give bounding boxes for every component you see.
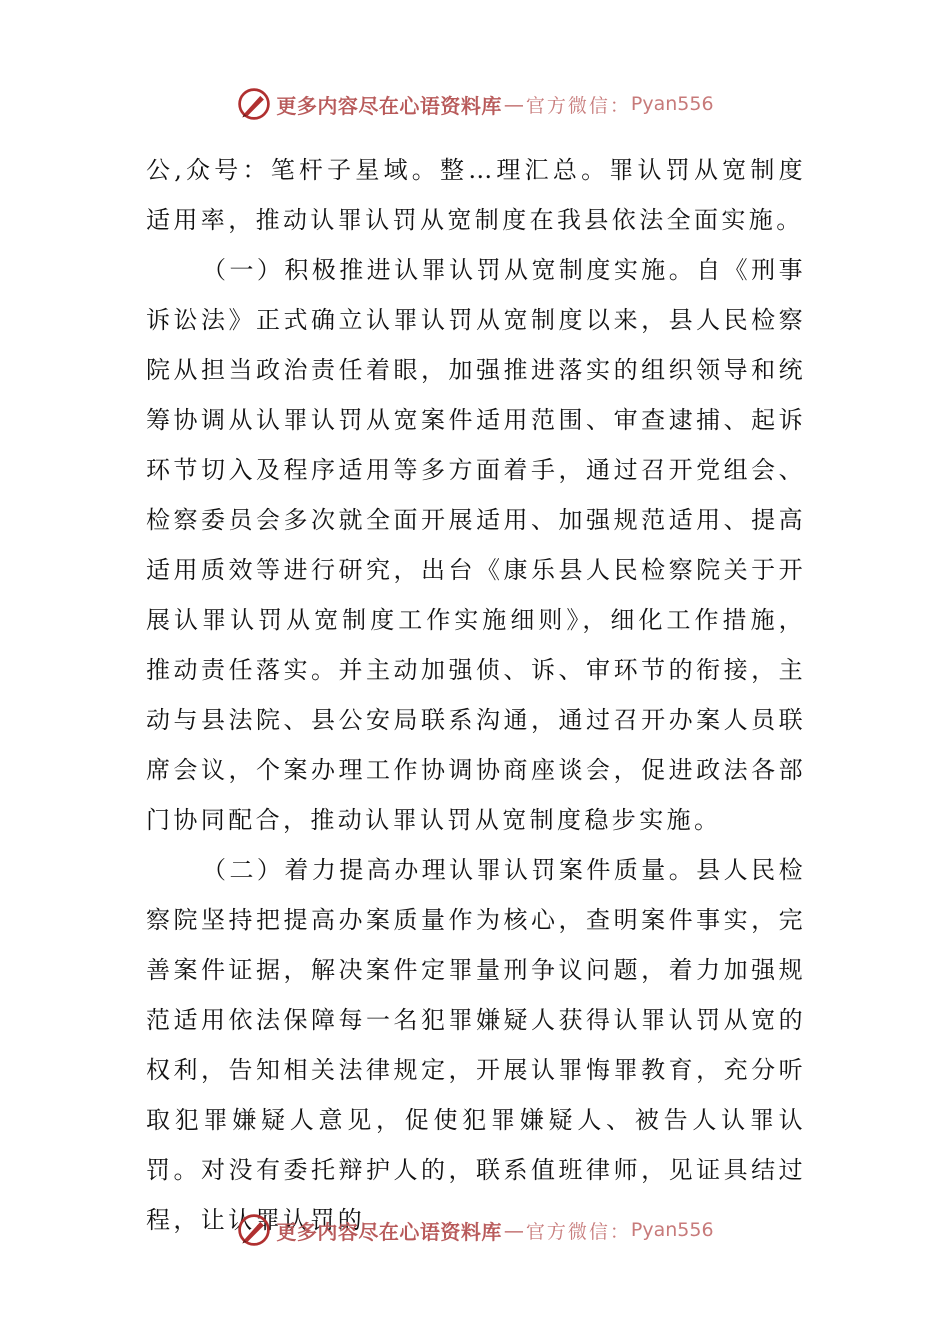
- watermark-id: Pyan556: [630, 1219, 714, 1241]
- paragraph-section-1: （一）积极推进认罪认罚从宽制度实施。自《刑事诉讼法》正式确立认罪认罚从宽制度以来，县人民检察院从担当政治责任着眼，加强推进落实的组织领导和统筹协调从认罪认罚从宽案件适用范围、审查逮捕、起诉环节切入及程序适用等多方面着手，通过召开党组会、检察委员会多次就全面开展适用、加强规范适用、提高适用质效等进行研究，出台《康乐县人民检察院关于开展认罪认罚从宽制度工作实施细则》，细化工作措施，推动责任落实。并主动加强侦、诉、审环节的衔接，主动与县法院、县公安局联系沟通，通过召开办案人员联席会议，个案办理工作协调协商座谈会，促进政法各部门协同配合，推动认罪认罚从宽制度稳步实施。: [146, 256, 806, 834]
- watermark-id: Pyan556: [630, 93, 714, 115]
- watermark-sub-text: 官方微信：: [525, 1220, 631, 1243]
- watermark-main-text: 更多内容尽在心语资料库: [276, 93, 502, 118]
- paragraph-continuation: 公,众号：笔杆子星域。整…理汇总。罪认罚从宽制度适用率，推动认罪认罚从宽制度在我县依法全面实施。: [146, 156, 806, 234]
- footer-watermark: [0, 1210, 950, 1250]
- pen-logo-icon: [236, 1212, 272, 1248]
- watermark-main-text: 更多内容尽在心语资料库: [276, 1219, 502, 1244]
- paragraph-section-2: （二）着力提高办理认罪认罚案件质量。县人民检察院坚持把提高办案质量作为核心，查明案件事实，完善案件证据，解决案件定罪量刑争议问题，着力加强规范适用依法保障每一名犯罪嫌疑人获得认罪认罚从宽的权利，告知相关法律规定，开展认罪悔罪教育，充分听取犯罪嫌疑人意见，促使犯罪嫌疑人、被告人认罪认罚。对没有委托辩护人的，联系值班律师，见证具结过程，让认罪认罚的: [146, 856, 806, 1234]
- watermark-sub-text: 官方微信：: [525, 94, 631, 117]
- document-body: [146, 145, 806, 1245]
- watermark-separator: —: [503, 1218, 524, 1242]
- header-watermark: [0, 84, 950, 124]
- pen-logo-icon: [236, 86, 272, 122]
- watermark-separator: —: [503, 92, 524, 116]
